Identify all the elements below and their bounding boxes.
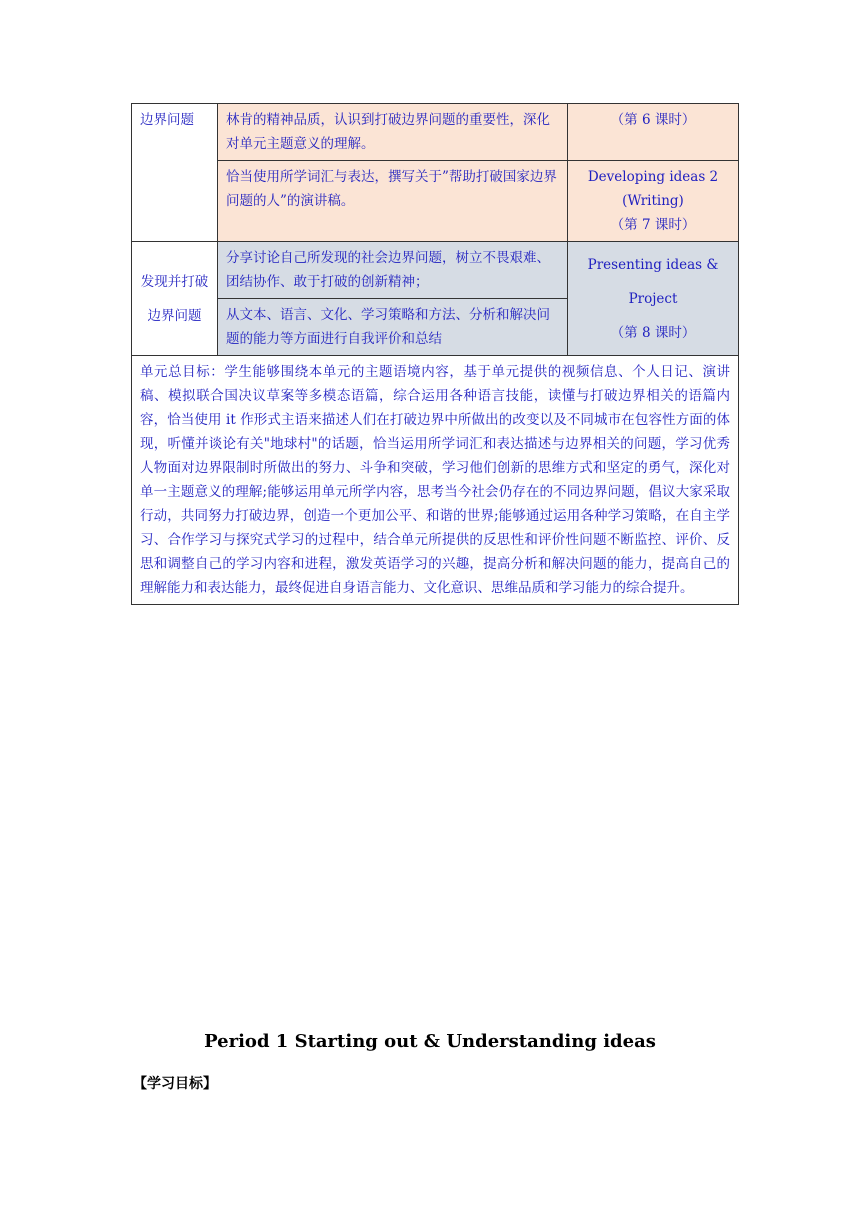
lesson-subtitle: Project bbox=[628, 290, 678, 307]
goal-cell: 分享讨论自己所发现的社会边界问题，树立不畏艰难、团结协作、敢于打破的创新精神； bbox=[218, 242, 568, 299]
section-label: 【学习目标】 bbox=[133, 1076, 217, 1092]
table-row bbox=[132, 161, 739, 242]
lesson-cell bbox=[568, 161, 739, 242]
goal-cell: 林肯的精神品质，认识到打破边界问题的重要性，深化对单元主题意义的理解。 bbox=[218, 104, 568, 161]
table-row bbox=[132, 242, 739, 299]
unit-plan-table bbox=[131, 103, 739, 605]
unit-summary-cell: 单元总目标：学生能够围绕本单元的主题语境内容，基于单元提供的视频信息、个人日记、演讲稿、模拟联合国决议草案等多模态语篇，综合运用各种语言技能，读懂与打破边界相关的语篇内容，恰当使用 it 作形式主语来描述人们在打破边界中所做出的改变以及不同城市在包容性方面的体现，听懂并谈论有关"地球村"的话题，恰当运用所学词汇和表达描述与边界相关的问题，学习优秀人物面对边界限制时所做出的努力、斗争和突破，学习他们创新的思维方式和坚定的勇气，深化对单一主题意义的理解;能够运用单元所学内容，思考当今社会仍存在的不同边界问题，倡议大家采取行动，共同努力打破边界，创造一个更加公平、和谐的世界;能够通过运用各种学习策略，在自主学习、合作学习与探究式学习的过程中，结合单元所提供的反思性和评价性问题不断监控、评价、反思和调整自己的学习内容和进程，激发英语学习的兴趣，提高分析和解决问题的能力，提高自己的理解能力和表达能力，最终促进自身语言能力、文化意识、思维品质和学习能力的综合提升。 bbox=[132, 356, 739, 605]
lesson-title: Presenting ideas & bbox=[587, 256, 719, 273]
stage-cell: 发现并打破边界问题 bbox=[132, 242, 218, 356]
goal-cell: 恰当使用所学词汇与表达，撰写关于”帮助打破国家边界问题的人”的演讲稿。 bbox=[218, 161, 568, 242]
table-row bbox=[132, 356, 739, 605]
period-title: Period 1 Starting out & Understanding ideas bbox=[204, 1031, 656, 1052]
table-row bbox=[132, 104, 739, 161]
lesson-title: Developing ideas 2 bbox=[587, 169, 719, 185]
stage-cell: 边界问题 bbox=[132, 104, 218, 242]
lesson-number: （第 8 课时） bbox=[610, 324, 696, 341]
goal-cell: 从文本、语言、文化、学习策略和方法、分析和解决问题的能力等方面进行自我评价和总结 bbox=[218, 299, 568, 356]
lesson-cell: （第 6 课时） bbox=[568, 104, 739, 161]
lesson-subtitle: (Writing) bbox=[622, 193, 684, 209]
lesson-cell bbox=[568, 242, 739, 356]
lesson-number: （第 7 课时） bbox=[610, 217, 696, 233]
